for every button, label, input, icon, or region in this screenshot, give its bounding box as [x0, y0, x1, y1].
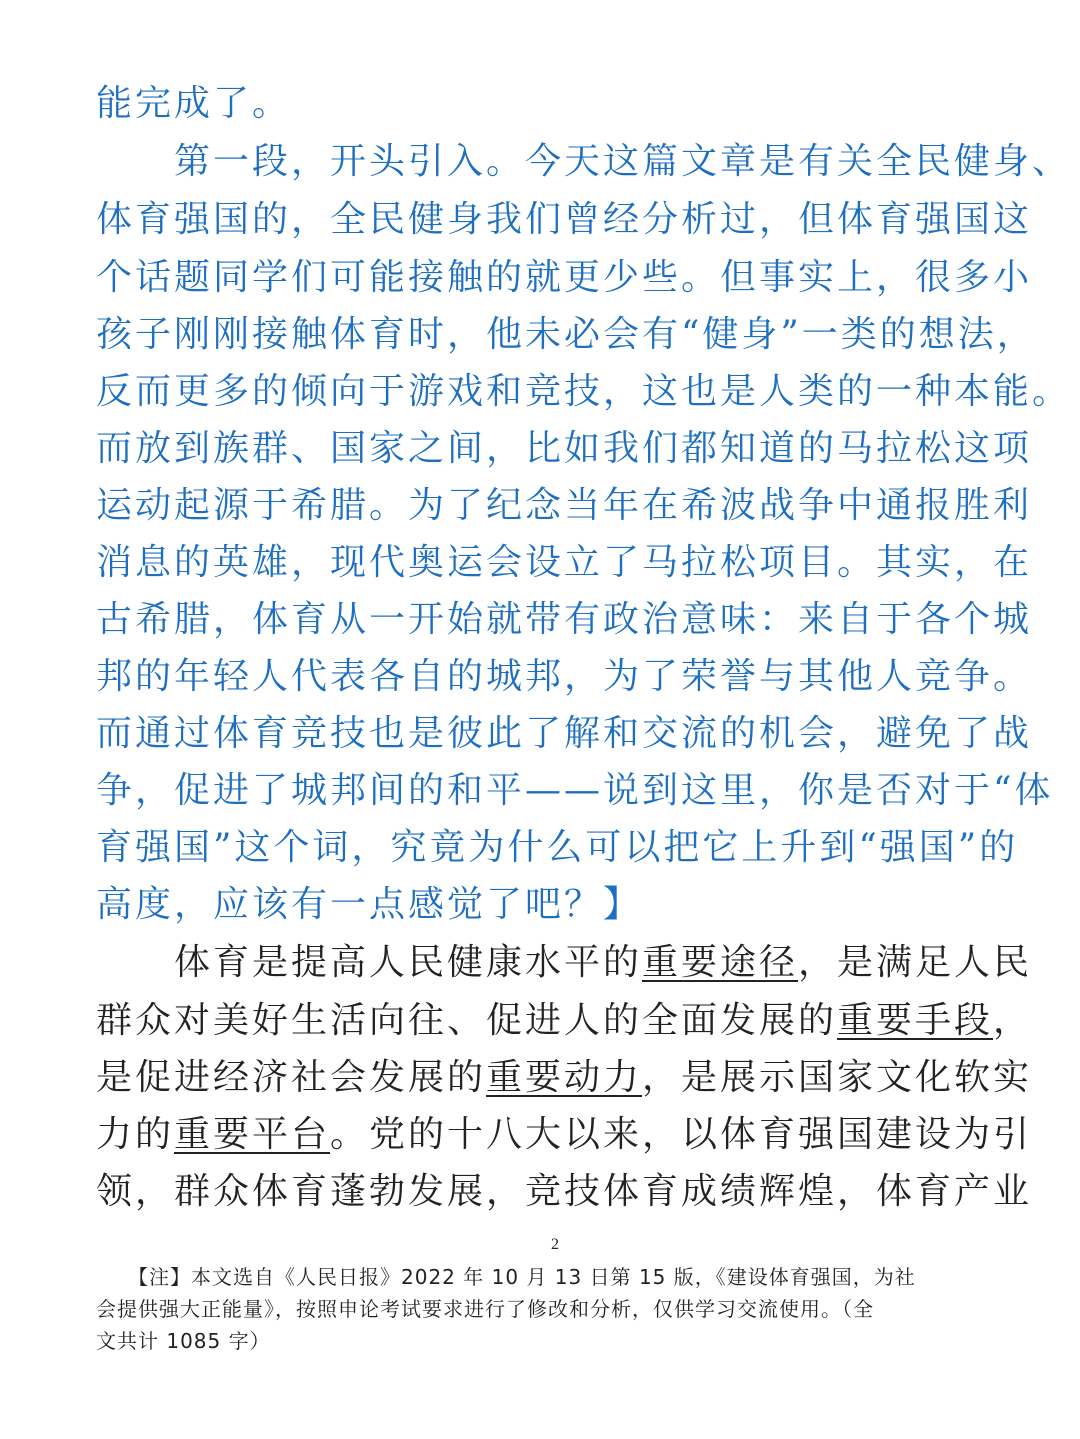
analysis-line: 而放到族群、国家之间，比如我们都知道的马拉松这项 [96, 428, 1033, 469]
underlined-keyword: 重要动力 [486, 1057, 643, 1098]
analysis-line: 个话题同学们可能接触的就更少些。但事实上，很多小 [96, 257, 1033, 298]
body-line [96, 997, 1033, 1045]
body-text: ，是满足人民 [798, 942, 1033, 983]
analysis-line: 古希腊，体育从一开始就带有政治意味：来自于各个城 [96, 599, 1033, 640]
analysis-line: 第一段，开头引入。今天这篇文章是有关全民健身、 [96, 141, 1072, 182]
analysis-line: 邦的年轻人代表各自的城邦，为了荣誉与其他人竞争。 [96, 656, 1033, 697]
underlined-keyword: 重要平台 [174, 1114, 331, 1155]
analysis-line: 反而更多的倾向于游戏和竞技，这也是人类的一种本能。 [96, 371, 1072, 412]
body-line [96, 1111, 1033, 1159]
body-text: 。党的十八大以来，以体育强国建设为引 [330, 1114, 1033, 1155]
underlined-keyword: 重要途径 [642, 942, 799, 983]
page-number: 2 [551, 1236, 559, 1253]
body-text: 力的 [96, 1114, 175, 1155]
analysis-line: 育强国”这个词，究竟为什么可以把它上升到“强国”的 [96, 827, 1019, 868]
body-text: ， [993, 1000, 1033, 1041]
analysis-line: 高度，应该有一点感觉了吧？】 [96, 884, 643, 925]
body-text: 群众对美好生活向往、促进人的全面发展的 [96, 1000, 838, 1041]
analysis-line: 能完成了。 [96, 83, 292, 124]
analysis-line: 运动起源于希腊。为了纪念当年在希波战争中通报胜利 [96, 485, 1033, 526]
body-line [96, 939, 1033, 987]
analysis-line: 而通过体育竞技也是彼此了解和交流的机会，避免了战 [96, 713, 1033, 754]
body-line: 领，群众体育蓬勃发展，竞技体育成绩辉煌，体育产业 [96, 1171, 1033, 1212]
body-line [96, 1054, 1033, 1102]
analysis-line: 争，促进了城邦间的和平——说到这里，你是否对于“体 [96, 770, 1054, 811]
analysis-line: 体育强国的，全民健身我们曾经分析过，但体育强国这 [96, 199, 1033, 240]
body-text: 是促进经济社会发展的 [96, 1057, 487, 1098]
body-text: ，是展示国家文化软实 [642, 1057, 1033, 1098]
analysis-line: 孩子刚刚接触体育时，他未必会有“健身”一类的想法， [96, 314, 1036, 355]
analysis-line: 消息的英雄，现代奥运会设立了马拉松项目。其实，在 [96, 542, 1033, 583]
source-note-line: 会提供强大正能量》，按照申论考试要求进行了修改和分析，仅供学习交流使用。（全 [96, 1297, 874, 1321]
source-note-line: 文共计 1085 字） [96, 1329, 271, 1353]
source-note-line: 【注】本文选自《人民日报》2022 年 10 月 13 日第 15 版，《建设体育强国，为社 [96, 1265, 916, 1289]
underlined-keyword: 重要手段 [837, 1000, 994, 1041]
body-text: 体育是提高人民健康水平的 [96, 942, 643, 983]
